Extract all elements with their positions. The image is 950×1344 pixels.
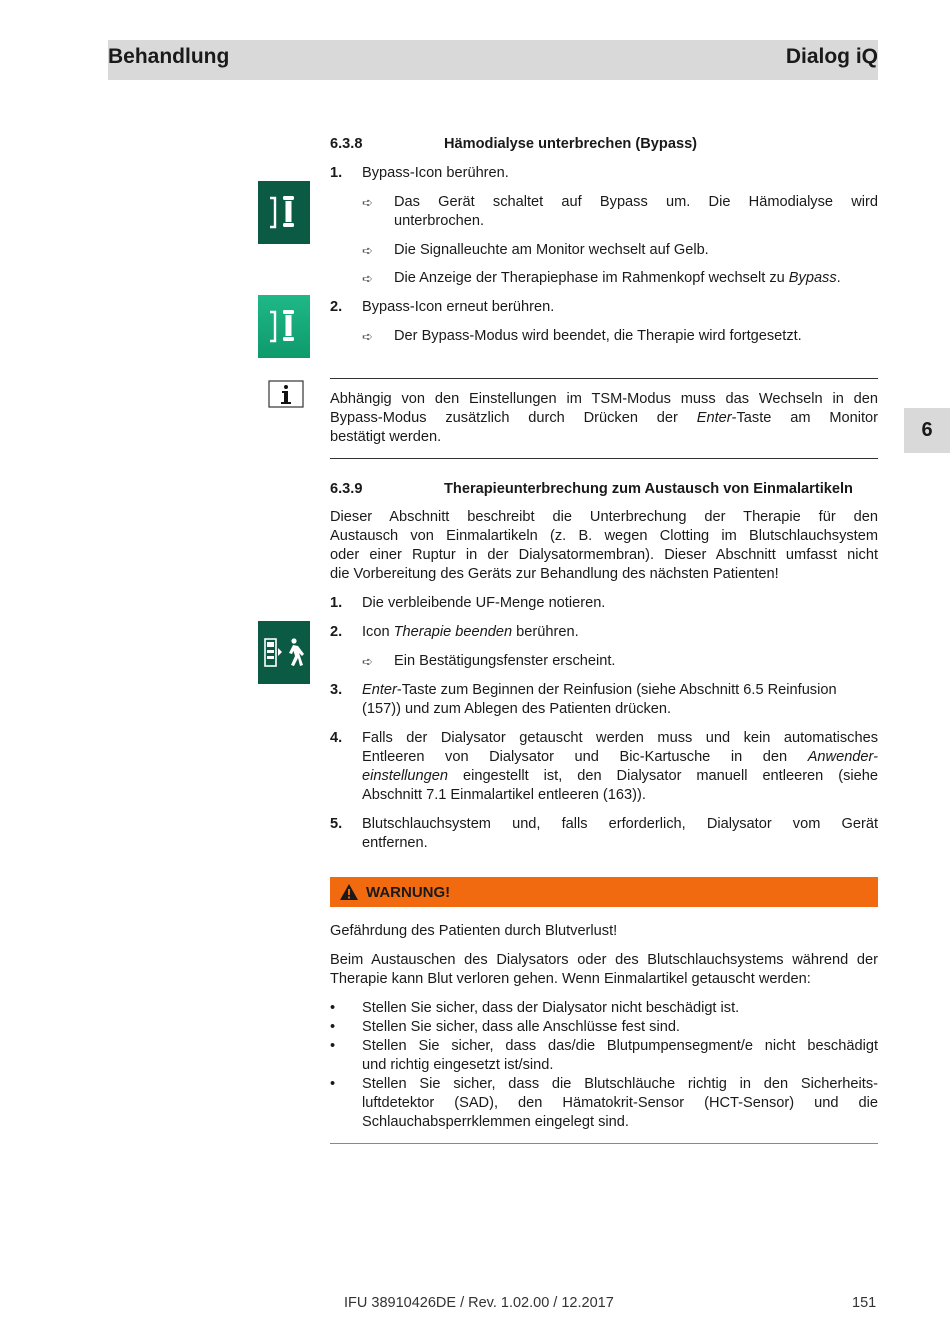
step-text: Abschnitt 7.1 Einmalartikel entleeren (163)). [362,787,646,803]
result-text: Der Bypass-Modus wird beendet, die Therapie wird fortgesetzt. [394,328,802,344]
result-text: Die Signalleuchte am Monitor wechselt auf Gelb. [394,242,709,258]
result-text: unterbrochen. [394,213,485,229]
step-number: 4. [330,730,343,746]
step-number: 1. [330,165,343,181]
result-text: Ein Bestätigungsfenster erscheint. [394,653,616,669]
result-arrow-icon: ➪ [362,243,373,258]
result-arrow-icon: ➪ [362,271,373,286]
bullet-text: Stellen Sie sicher, dass das/die Blutpumpensegment/e nicht beschädigt [362,1038,878,1054]
section-title-639: Therapieunterbrechung zum Austausch von Einmalartikeln [444,481,853,497]
step-text: Bypass-Icon erneut berühren. [362,299,555,315]
step-number: 2. [330,299,343,315]
warning-divider-bottom [330,1143,878,1144]
note-divider-bottom [330,458,878,459]
bullet-text: Stellen Sie sicher, dass die Blutschläuche richtig in den Sicherheits- [362,1076,878,1092]
warning-desc-line: Therapie kann Blut verloren gehen. Wenn Einmalartikel getauscht werden: [330,971,811,987]
warning-banner [330,877,878,907]
result-arrow-icon: ➪ [362,654,373,669]
warning-triangle-icon [339,883,359,901]
bullet-text: und richtig eingesetzt ist/sind. [362,1057,554,1073]
bullet-text: luftdetektor (SAD), den Hämatokrit-Sensor (HCT-Sensor) und die [362,1095,878,1111]
step-number: 1. [330,595,343,611]
end-therapy-icon [258,621,310,684]
step-text: (157)) und zum Ablegen des Patienten drücken. [362,701,672,717]
step-text: Die verbleibende UF-Menge notieren. [362,595,606,611]
header-product-name: Dialog iQ [785,45,878,68]
page-number: 151 [852,1295,877,1311]
bullet-icon: • [330,1000,336,1016]
step-text: einstellungen eingestellt ist, den Dialysator manuell entleeren (siehe [362,768,878,784]
bullet-icon: • [330,1038,336,1054]
intro-text-line: Austausch von Einmalartikeln (z. B. wegen Clotting im Blutschlauchsystem [330,528,878,544]
note-text-line: bestätigt werden. [330,429,442,445]
intro-text-line: Dieser Abschnitt beschreibt die Unterbrechung der Therapie für den [330,509,878,525]
note-text-line: Abhängig von den Einstellungen im TSM-Modus muss das Wechseln in den [330,391,878,407]
step-number: 3. [330,682,343,698]
bullet-text: Schlauchabsperrklemmen eingelegt sind. [362,1114,629,1130]
page-header [108,40,878,80]
result-text: Die Anzeige der Therapiephase im Rahmenkopf wechselt zu Bypass. [394,270,841,286]
bullet-text: Stellen Sie sicher, dass alle Anschlüsse fest sind. [362,1019,680,1035]
footer-doc-id: IFU 38910426DE / Rev. 1.02.00 / 12.2017 [344,1295,614,1311]
intro-text-line: die Vorbereitung des Geräts zur Behandlung des nächsten Patienten! [330,566,779,582]
bullet-text: Stellen Sie sicher, dass der Dialysator nicht beschädigt ist. [362,1000,740,1016]
warning-desc-line: Beim Austauschen des Dialysators oder des Blutschlauchsystems während der [330,952,878,968]
step-text: Bypass-Icon berühren. [362,165,509,181]
step-text: Icon Therapie beenden berühren. [362,624,579,640]
bullet-icon: • [330,1076,336,1092]
step-number: 2. [330,624,343,640]
note-text-line: Bypass-Modus zusätzlich durch Drücken der Enter-Taste am Monitor [330,410,878,426]
section-number-639: 6.3.9 [330,481,363,497]
chapter-tab: 6 [904,408,950,453]
header-section-title: Behandlung [108,45,230,68]
bypass-active-icon [258,295,310,358]
section-number-638: 6.3.8 [330,136,363,152]
result-arrow-icon: ➪ [362,329,373,344]
step-text: Entleeren von Dialysator und Bic-Kartusche in den Anwender- [362,749,878,765]
bullet-icon: • [330,1019,336,1035]
result-arrow-icon: ➪ [362,195,373,210]
section-title-638: Hämodialyse unterbrechen (Bypass) [444,136,698,152]
note-divider-top [330,378,878,379]
info-icon [268,380,304,408]
step-text: Falls der Dialysator getauscht werden muss und kein automatisches [362,730,878,746]
step-number: 5. [330,816,343,832]
warning-label: WARNUNG! [366,884,451,901]
step-text: entfernen. [362,835,428,851]
step-text: Blutschlauchsystem und, falls erforderlich, Dialysator vom Gerät [362,816,878,832]
intro-text-line: oder einer Ruptur in der Dialysatormembran). Dieser Abschnitt umfasst nicht [330,547,878,563]
bypass-icon [258,181,310,244]
result-text: Das Gerät schaltet auf Bypass um. Die Hämodialyse wird [394,194,878,210]
step-text: Enter-Taste zum Beginnen der Reinfusion (siehe Abschnitt 6.5 Reinfusion [362,682,837,698]
warning-hazard: Gefährdung des Patienten durch Blutverlust! [330,923,618,939]
